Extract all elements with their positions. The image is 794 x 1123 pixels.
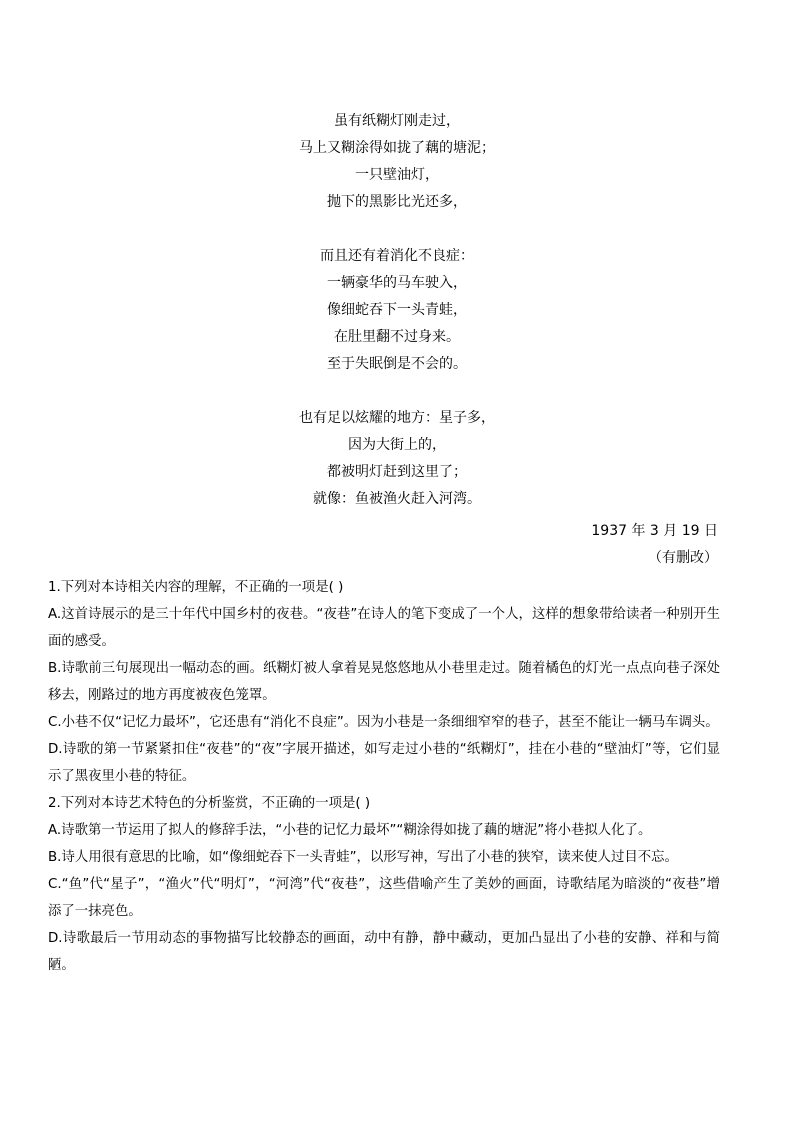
poem-line: 一只壁油灯， bbox=[355, 167, 439, 183]
option-c: C.小巷不仅“记忆力最坏”，它还患有“消化不良症”。因为小巷是一条细细窄窄的巷子，甚至不能让一辆马车调头。 bbox=[48, 715, 719, 730]
poem-line: 都被明灯赶到这里了； bbox=[327, 464, 467, 480]
stanza-gap bbox=[0, 216, 794, 243]
poem-line: 就像：鱼被渔火赶入河湾。 bbox=[313, 491, 481, 507]
option-d: D.诗歌最后一节用动态的事物描写比较静态的画面，动中有静，静中藏动，更加凸显出了小巷的安静、祥和与简陋。 bbox=[48, 931, 720, 973]
option-a: A.诗歌第一节运用了拟人的修辞手法，“小巷的记忆力最坏”“糊涂得如拢了藕的塘泥”将小巷拟人化了。 bbox=[48, 823, 652, 838]
stanza-gap bbox=[0, 378, 794, 405]
revision-note: （有删改） bbox=[648, 550, 718, 566]
poem-line: 而且还有着消化不良症： bbox=[320, 248, 474, 264]
poem-line: 马上又糊涂得如拢了藕的塘泥； bbox=[299, 140, 495, 156]
poem-line: 像细蛇吞下一头青蛙， bbox=[327, 302, 467, 318]
poem-line: 虽有纸糊灯刚走过， bbox=[334, 113, 460, 129]
poem-line: 抛下的黑影比光还多， bbox=[327, 194, 467, 210]
question-stem: 2.下列对本诗艺术特色的分析鉴赏，不正确的一项是( ) bbox=[48, 796, 371, 811]
poem-line: 一辆豪华的马车驶入， bbox=[327, 275, 467, 291]
option-a: A.这首诗展示的是三十年代中国乡村的夜巷。“夜巷”在诗人的笔下变成了一个人，这样的想象带给读者一种别开生面的感受。 bbox=[48, 607, 720, 649]
question-stem: 1.下列对本诗相关内容的理解，不正确的一项是( ) bbox=[48, 580, 344, 595]
option-b: B.诗人用很有意思的比喻，如“像细蛇吞下一头青蛙”，以形写神，写出了小巷的狭窄，读来使人过目不忘。 bbox=[48, 850, 678, 865]
poem-line: 因为大街上的， bbox=[348, 437, 446, 453]
option-c: C.“鱼”代“星子”，“渔火”代“明灯”，“河湾”代“夜巷”，这些借喻产生了美妙的画面，诗歌结尾为暗淡的“夜巷”增添了一抹亮色。 bbox=[48, 877, 720, 919]
poem-line: 也有足以炫耀的地方：星子多， bbox=[299, 410, 495, 426]
poem-date: 1937 年 3 月 19 日 bbox=[591, 523, 718, 539]
poem-line: 在肚里翻不过身来。 bbox=[334, 329, 460, 345]
questions bbox=[48, 574, 720, 979]
option-d: D.诗歌的第一节紧紧扣住“夜巷”的“夜”字展开描述，如写走过小巷的“纸糊灯”，挂在小巷的“壁油灯”等，它们显示了黑夜里小巷的特征。 bbox=[48, 742, 720, 784]
option-b: B.诗歌前三句展现出一幅动态的画。纸糊灯被人拿着晃晃悠悠地从小巷里走过。随着橘色的灯光一点点向巷子深处移去，刚路过的地方再度被夜色笼罩。 bbox=[48, 661, 720, 703]
poem-line: 至于失眠倒是不会的。 bbox=[327, 356, 467, 372]
poem bbox=[0, 108, 794, 513]
